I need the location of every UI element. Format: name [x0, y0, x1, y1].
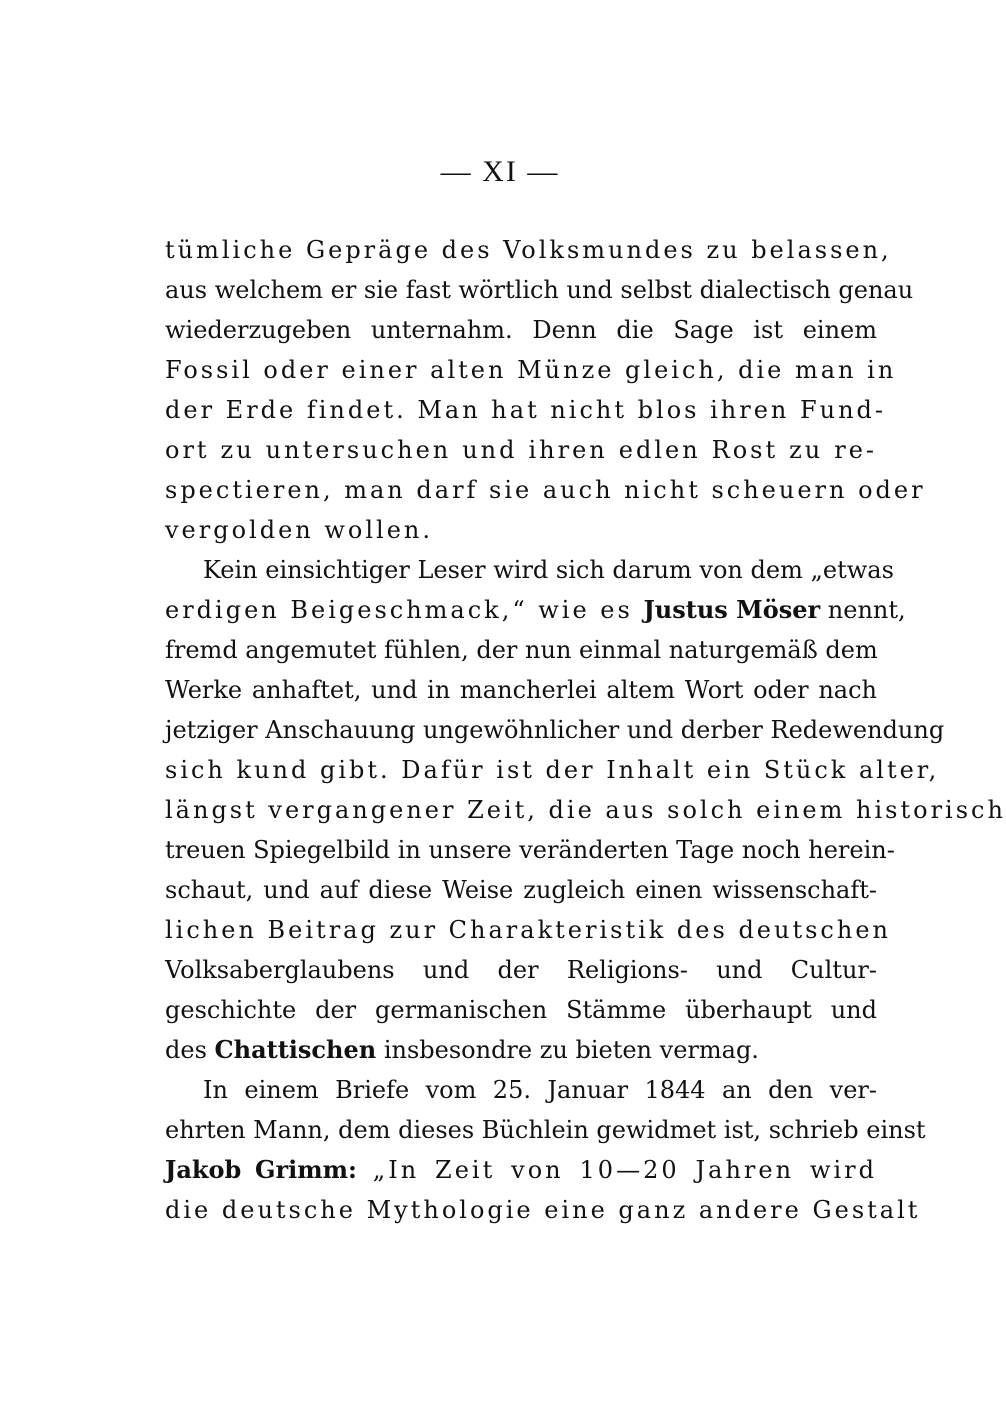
text-segment: jetziger Anschauung ungewöhnlicher und derber Redewendung	[165, 716, 945, 744]
text-segment: vergolden wollen.	[165, 516, 434, 544]
text-line	[165, 430, 877, 470]
text-segment: treuen Spiegelbild in unsere veränderten Tage noch herein-	[165, 836, 895, 864]
text-line	[165, 1190, 921, 1230]
text-line	[165, 230, 892, 270]
text-segment: erdigen Beigeschmack,“ wie es	[165, 596, 644, 624]
text-line	[165, 390, 887, 430]
emphasized-name: Jakob Grimm:	[165, 1155, 357, 1184]
text-segment: längst vergangener Zeit, die aus solch einem historisch	[165, 796, 1006, 824]
text-line	[165, 950, 877, 990]
text-segment: der Erde findet. Man hat nicht blos ihren Fund-	[165, 396, 887, 424]
text-segment: die deutsche Mythologie eine ganz andere Gestalt	[165, 1196, 921, 1224]
text-line	[165, 1030, 877, 1070]
text-segment: Kein einsichtiger Leser wird sich darum von dem „etwas	[203, 556, 894, 584]
text-segment: aus welchem er sie fast wörtlich und selbst dialectisch genau	[165, 276, 914, 304]
text-line	[165, 910, 891, 950]
text-line	[165, 1070, 877, 1110]
text-line	[165, 710, 945, 750]
text-segment: „In Zeit von 10—20 Jahren wird	[356, 1156, 877, 1184]
text-segment: Fossil oder einer alten Münze gleich, die man in	[165, 356, 897, 384]
text-segment: schaut, und auf diese Weise zugleich einen wissenschaft-	[165, 876, 877, 904]
emphasized-name: Chattischen	[214, 1035, 377, 1064]
text-segment: In einem Briefe vom 25. Januar 1844 an den ver-	[203, 1076, 877, 1104]
text-segment: geschichte der germanischen Stämme überhaupt und	[165, 996, 877, 1024]
text-segment: nennt,	[820, 596, 906, 624]
text-segment: tümliche Gepräge des Volksmundes zu belassen,	[165, 236, 892, 264]
text-line	[165, 350, 897, 390]
text-line	[165, 510, 877, 550]
text-line	[165, 1110, 926, 1150]
text-segment: lichen Beitrag zur Charakteristik des deutschen	[165, 916, 891, 944]
text-line	[165, 470, 926, 510]
text-segment: fremd angemutet fühlen, der nun einmal naturgemäß dem	[165, 636, 878, 664]
body-text	[165, 230, 1006, 1230]
text-line	[165, 870, 877, 910]
text-segment: spectieren, man darf sie auch nicht scheuern oder	[165, 476, 926, 504]
text-line	[165, 990, 877, 1030]
text-segment: des	[165, 1036, 215, 1064]
text-line	[165, 830, 895, 870]
text-segment: ehrten Mann, dem dieses Büchlein gewidmet ist, schrieb einst	[165, 1116, 926, 1144]
page-number: — XI —	[440, 155, 560, 188]
text-segment: ort zu untersuchen und ihren edlen Rost zu re-	[165, 436, 877, 464]
text-line	[165, 750, 940, 790]
text-line	[165, 310, 877, 350]
text-line	[165, 590, 906, 630]
text-line	[165, 270, 914, 310]
text-line	[165, 790, 1006, 830]
text-line	[165, 630, 877, 670]
text-segment: wiederzugeben unternahm. Denn die Sage ist einem	[165, 316, 877, 344]
emphasized-name: Justus Möser	[643, 595, 821, 624]
text-line	[165, 670, 877, 710]
text-segment: Volksaberglaubens und der Religions- und Cultur-	[165, 956, 877, 984]
text-segment: Werke anhaftet, und in mancherlei altem Wort oder nach	[165, 676, 877, 704]
text-line	[165, 550, 894, 590]
text-line	[165, 1150, 877, 1190]
text-segment: sich kund gibt. Dafür ist der Inhalt ein Stück alter,	[165, 756, 940, 784]
text-segment: insbesondre zu bieten vermag.	[376, 1036, 759, 1064]
